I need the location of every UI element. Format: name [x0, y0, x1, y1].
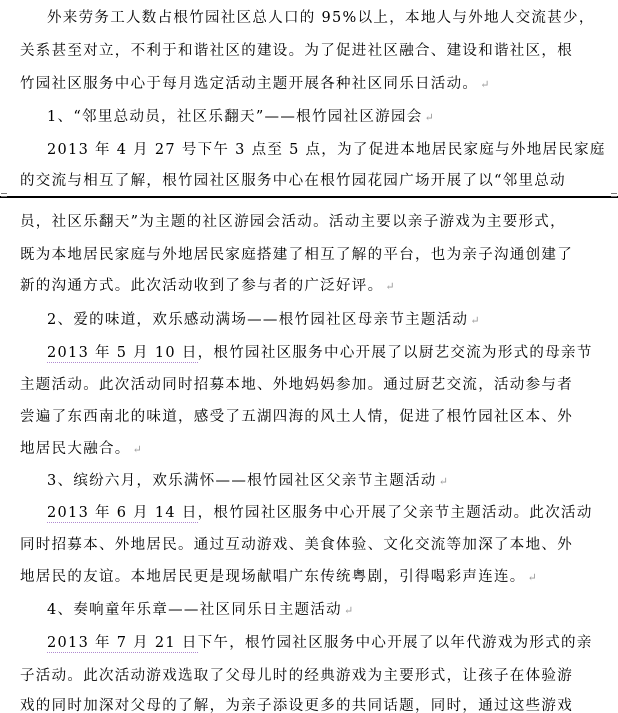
text: 尝遍了东西南北的味道，感受了五湖四海的风土人情，促进了根竹园社区本、外	[20, 409, 573, 425]
paragraph-line	[20, 213, 566, 231]
text: 既为本地居民家庭与外地居民家庭搭建了相互了解的平台，也为亲子沟通创建了	[20, 247, 573, 263]
text: 地居民大融合。	[20, 441, 131, 457]
paragraph-line	[20, 42, 573, 60]
paragraph-mark: ↵	[480, 78, 490, 91]
paragraph-line	[20, 408, 573, 426]
paragraph-line	[47, 9, 595, 27]
text: 主题活动。此次活动同时招募本地、外地妈妈参加。通过厨艺交流，活动参与者	[20, 377, 573, 393]
paragraph-mark: ↵	[132, 443, 142, 456]
section-heading	[47, 311, 480, 330]
paragraph-line	[20, 172, 566, 190]
section-heading	[47, 108, 434, 127]
page-break-handle[interactable]	[1, 193, 7, 197]
text: 3、缤纷六月，欢乐满怀——根竹园社区父亲节主题活动	[47, 473, 437, 489]
paragraph-mark: ↵	[527, 571, 537, 584]
text: 戏的同时加深对父母的了解，为亲子添设更多的共同话题，同时，通过这些游戏	[20, 698, 573, 713]
text: 4、奏响童年乐章——社区同乐日主题活动	[47, 602, 342, 618]
paragraph-mark: ↵	[470, 314, 480, 327]
text: 2、爱的味道，欢乐感动满场——根竹园社区母亲节主题活动	[47, 312, 469, 328]
text: 子活动。此次活动游戏选取了父母儿时的经典游戏为主要形式，让孩子在体验游	[20, 668, 573, 684]
text: 下午，根竹园社区服务中心开展了以年代游戏为形式的亲	[197, 635, 593, 651]
paragraph-line	[47, 344, 593, 362]
paragraph-mark: ↵	[343, 604, 354, 617]
text: ，根竹园社区服务中心开展了父亲节主题活动。此次活动	[197, 505, 593, 521]
text: 2013 年 4 月 27 号下午 3 点至 5 点，为了促进本地居民家庭与外地居民家庭	[47, 142, 606, 158]
text: 1、“邻里总动员，社区乐翻天”——根竹园社区游园会	[47, 109, 423, 125]
paragraph-line	[20, 440, 142, 459]
document-page-bottom	[0, 198, 618, 713]
section-heading	[47, 472, 448, 491]
text: 新的沟通方式。此次活动收到了参与者的广泛好评。	[20, 278, 384, 294]
paragraph-line	[20, 376, 573, 394]
text: 员，社区乐翻天”为主题的社区游园会活动。活动主要以亲子游戏为主要形式，	[20, 214, 566, 230]
paragraph-mark: ↵	[385, 280, 395, 293]
section-heading	[47, 601, 353, 620]
text: ，根竹园社区服务中心开展了以厨艺交流为形式的母亲节	[197, 345, 593, 361]
paragraph-line	[47, 504, 593, 522]
text: 外来劳务工人数占根竹园社区总人口的 95%以上，本地人与外地人交流甚少，	[47, 10, 595, 26]
date-text: 2013 年 5 月 10 日	[47, 345, 198, 361]
paragraph-line	[20, 277, 395, 296]
paragraph-mark: ↵	[438, 475, 448, 488]
text: 同时招募本、外地居民。通过互动游戏、美食体验、文化交流等加深了本地、外	[20, 537, 573, 553]
date-text: 2013 年 7 月 21 日	[47, 635, 198, 651]
paragraph-line	[20, 667, 573, 685]
date-text: 2013 年 6 月 14 日	[47, 505, 198, 521]
paragraph-line	[47, 141, 606, 159]
document-page-top	[0, 0, 618, 196]
paragraph-mark: ↵	[424, 111, 434, 124]
paragraph-line	[20, 536, 573, 554]
paragraph-line	[20, 697, 573, 713]
paragraph-line	[20, 246, 573, 264]
paragraph-line	[47, 634, 593, 652]
paragraph-line	[20, 75, 489, 94]
text: 的交流与相互了解，根竹园社区服务中心在根竹园花园广场开展了以“邻里总动	[20, 173, 566, 189]
text: 关系甚至对立，不利于和谐社区的建设。为了促进社区融合、建设和谐社区，根	[20, 43, 573, 59]
page-break-handle[interactable]	[611, 193, 617, 197]
text: 竹园社区服务中心于每月选定活动主题开展各种社区同乐日活动。	[20, 76, 479, 92]
paragraph-line	[20, 568, 537, 587]
text: 地居民的友谊。本地居民更是现场献唱广东传统粤剧，引得喝彩声连连。	[20, 569, 526, 585]
